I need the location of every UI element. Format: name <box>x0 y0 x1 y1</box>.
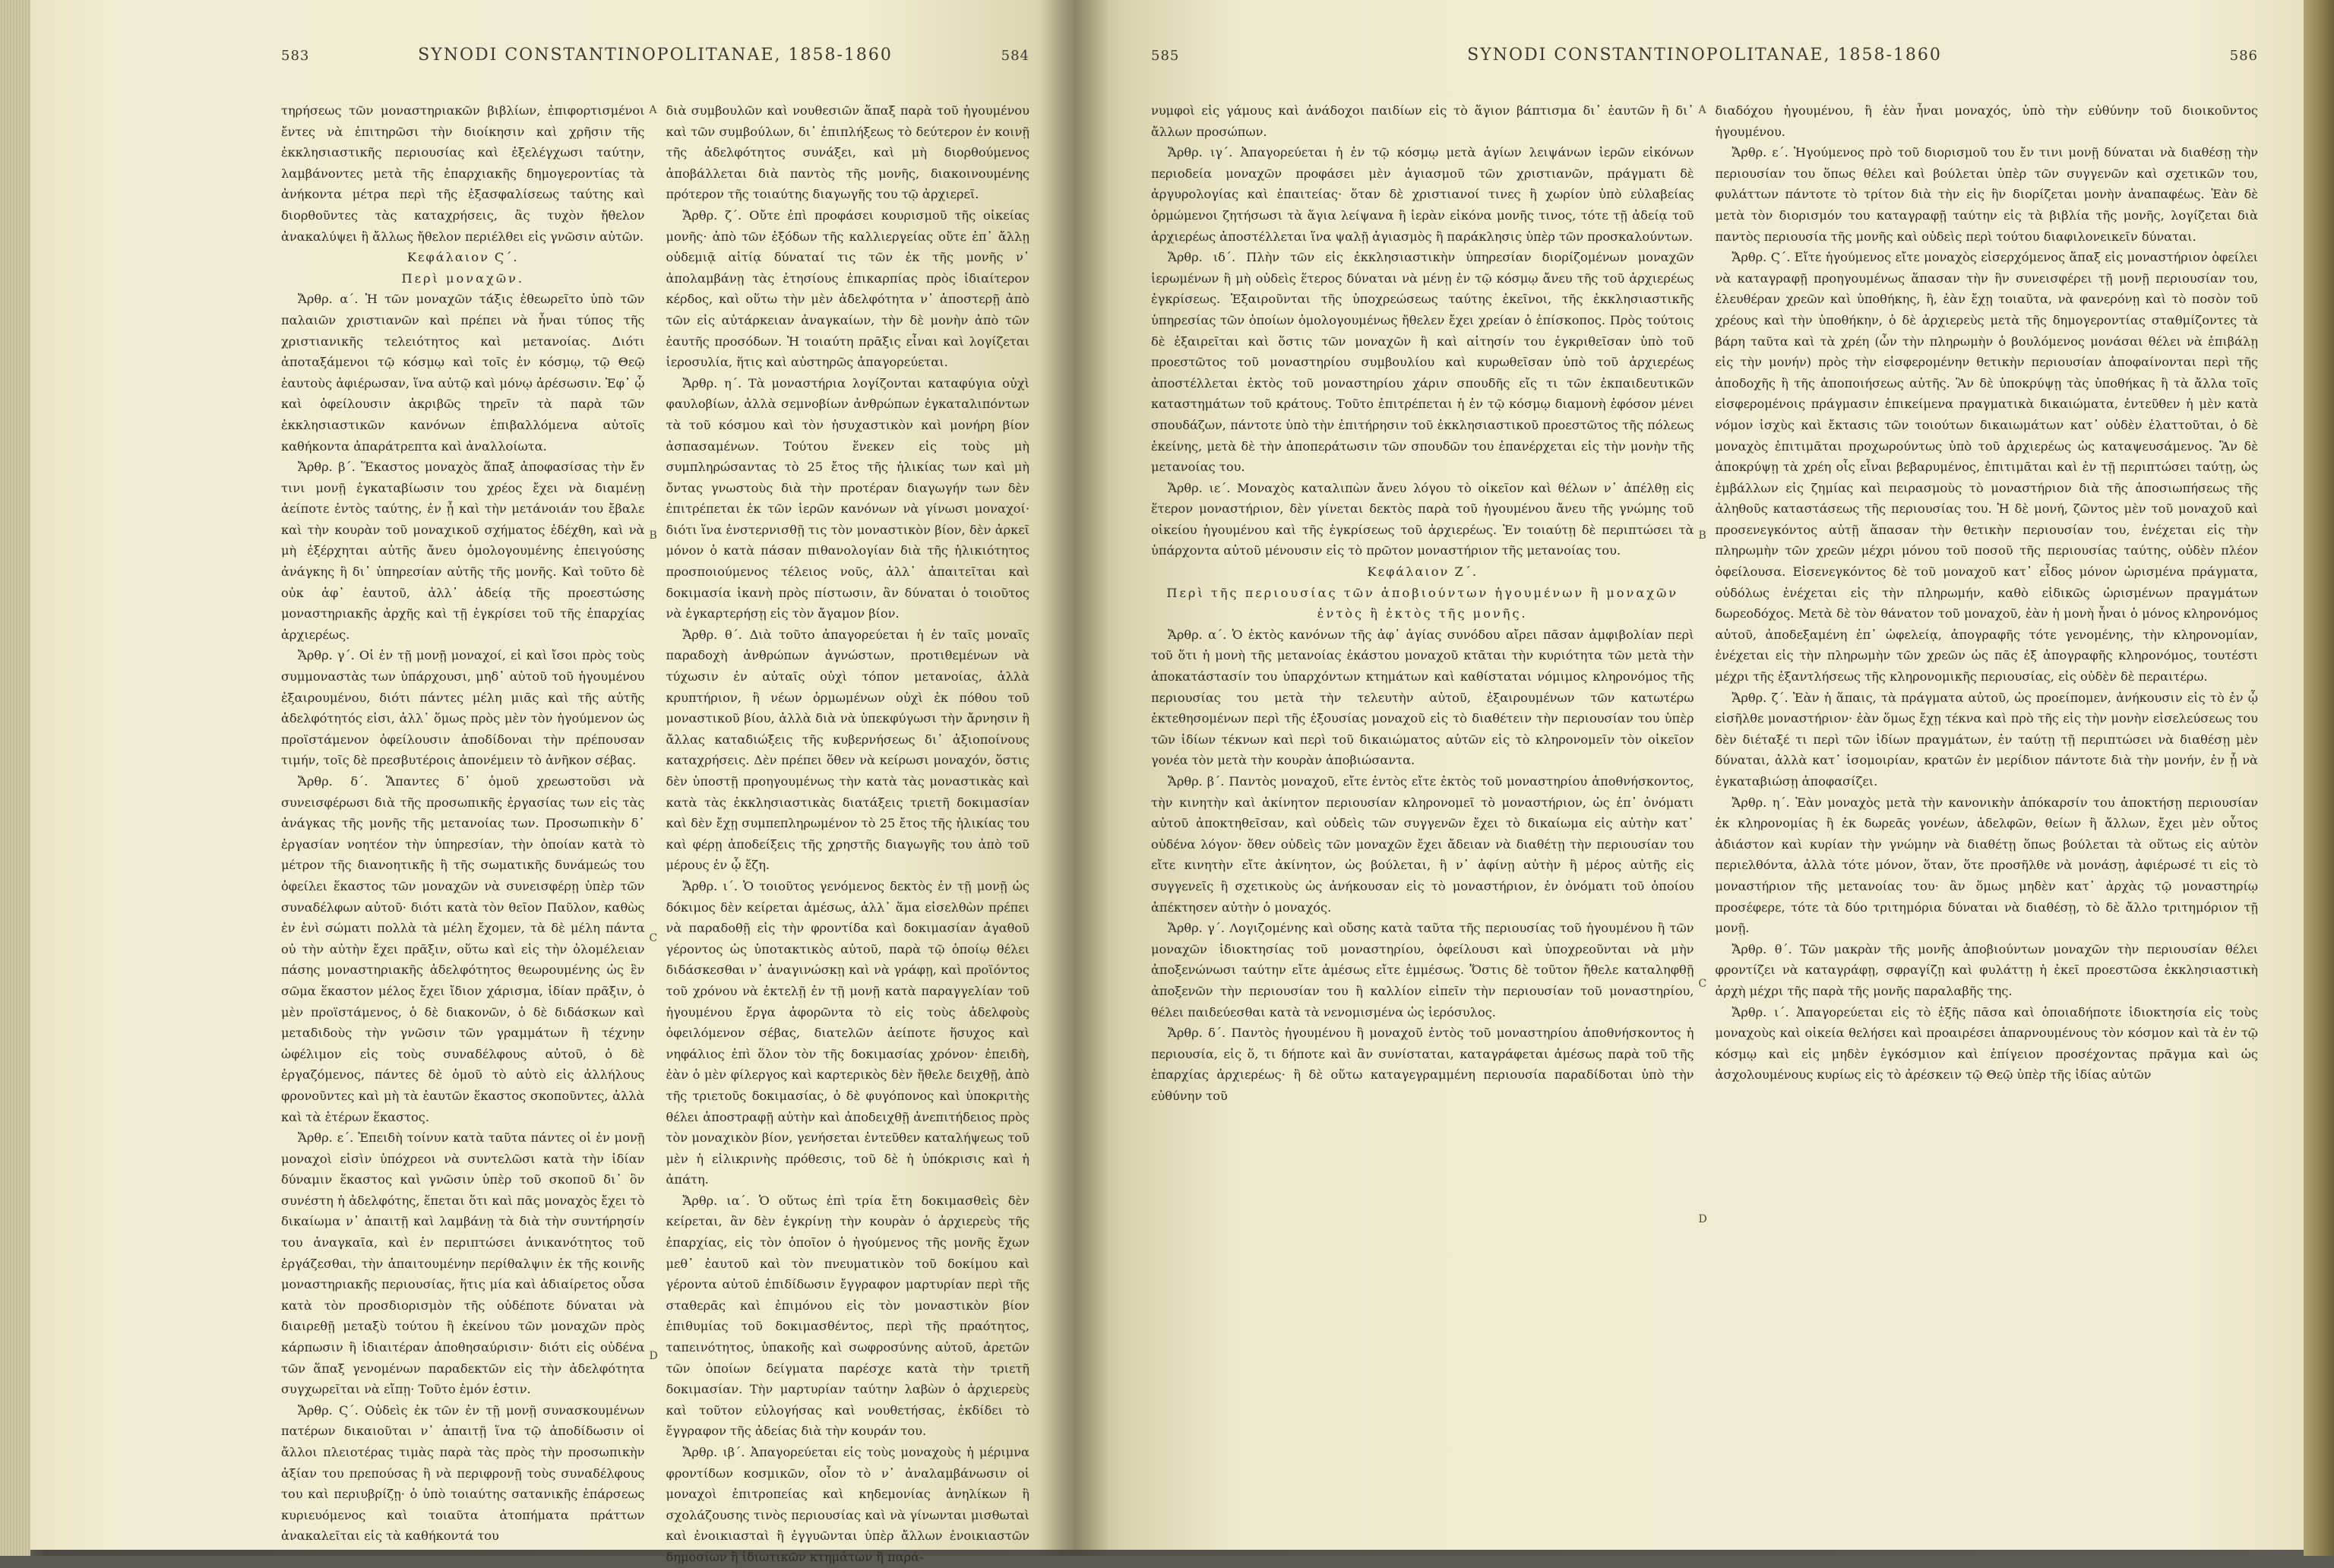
right-page-columns <box>1151 100 2258 1225</box>
right-page-number: 585 <box>1151 48 1180 64</box>
article-paragraph: Ἄρθρ. ι΄. Ἀπαγορεύεται εἰς τὸ ἑξῆς πᾶσα καὶ ὁποιαδήποτε ἰδιοκτησία εἰς τοὺς μοναχοὺς καὶ οἰκεία θελήσει καὶ προαιρέσει ἀπαρνουμένους τὸν κόσμον καὶ τὰ ἐν τῷ κόσμῳ καὶ εἰς μηδὲν ἐγκόσμιον καὶ ἐπίγειον προσέχοντας πρᾶγμα καὶ ὡς ἀσχολουμένους κυρίως εἰς τὸ ἀρέσκειν τῷ Θεῷ ὑπὲρ τῆς ἰδίας αὐτῶν <box>1715 1004 2258 1083</box>
margin-letter-b: B <box>649 530 657 542</box>
article-paragraph: Ἄρθρ. ι΄. Ὁ τοιοῦτος γενόμενος δεκτὸς ἐν τῇ μονῇ ὡς δόκιμος δὲν κείρεται ἀμέσως, ἀλλ᾽ ἅμα εἰσελθὼν πρέπει νὰ παραδοθῇ εἰς τὴν φροντίδα καὶ δοκιμασίαν ἀγαθοῦ γέροντος ὡς ὑποτακτικὸς αὐτοῦ, παρὰ τῷ ὁποίῳ θέλει διδάσκεσθαι ν᾽ ἀναγινώσκῃ καὶ νὰ γράφῃ, καὶ προϊόντος τοῦ χρόνου νὰ ἐκτελῇ ἐν τῇ μονῇ κατὰ παραγγελίαν τοῦ ἡγουμένου ἔργα ἀφορῶντα τὸ εἰς τοὺς ἀδελφοὺς ὀφειλόμενον σέβας, διατελῶν ἀείποτε ἥσυχος καὶ νηφάλιος ἐπὶ ὅλον τὸν τῆς δοκιμασίας χρόνον· ἐπειδὴ, ἐὰν ὁ μὲν φίλεργος καὶ καρτερικὸς δὲν ἤθελε δειχθῇ, ἀπὸ τῆς τριετοῦς δοκιμασίας, ὁ δὲ φυγόπονος καὶ ὑποκριτὴς θέλει ἀποστραφῇ αὐτὴν καὶ ἀποδειχθῇ ἀνεπιτήδειος πρὸς τὸν μοναχικὸν βίον, γενήσεται ἐντεῦθεν καταλήψεως τοῦ μὲν ἡ εἰλικρινὴς πρόθεσις, τοῦ δὲ ἡ ὑπόκρισις καὶ ἡ ἀπάτη. <box>666 878 1029 1187</box>
chapter-subheading: Περὶ τῆς περιουσίας τῶν ἀποβιούντων ἡγουμένων ἢ μοναχῶν ἐντὸς ἢ ἐκτὸς τῆς μονῆς. <box>1166 585 1679 621</box>
margin-letter-d: D <box>1698 1213 1707 1225</box>
article-paragraph: Ἄρθρ. ιβ΄. Ἀπαγορεύεται εἰς τοὺς μοναχοὺς ἡ μέριμνα φροντίδων κοσμικῶν, οἷον τὸ ν᾽ ἀναλαμβάνωσιν οἱ μοναχοὶ ἐπιτροπείας καὶ κηδεμονίας ἀνηλίκων ἢ σχολάζουσης τινὸς περιουσίας καὶ νὰ γίνωνται μισθωταὶ καὶ ἐνοικιασταὶ ἢ ἐγγυῶνται ὑπὲρ ἄλλων ἐνοικιαστῶν δημοσίων ἢ ἰδιωτικῶν κτημάτων ἢ παρά- <box>666 1445 1029 1564</box>
left-page-header <box>281 46 1029 79</box>
article-paragraph: Ἄρθρ. ιδ΄. Πλὴν τῶν εἰς ἐκκλησιαστικὴν ὑπηρεσίαν διορίζομένων μοναχῶν ἱερωμένων ἢ μὴ οὐδεὶς ἕτερος δύναται νὰ μένῃ ἐν τῷ κόσμῳ ἄνευ τῆς τοῦ ἀρχιερέως ἐγκρίσεως. Ἐξαιροῦνται τῆς ὑποχρεώσεως ταύτης ἐκεῖνοι, τῆς ἐκκλησιαστικῆς ὑπηρεσίας τῶν ὁποίων ὁμολογουμένως ἤθελεν ἔχει χρείαν ὁ ἐπίσκοπος. Πρὸς τούτοις δὲ ἐξαιρεῖται καὶ ὅστις τῶν μοναχῶν ἢ καὶ αἰτησίν του ἐγκριθεῖσαν ὑπὸ τοῦ προεστῶτος τοῦ μοναστηρίου συμβουλίου καὶ κυρωθεῖσαν ὑπὸ τοῦ ἀρχιερέως ἀποστέλλεται ἐκτὸς τοῦ μοναστηρίου χάριν σπουδῆς εἴς τι τῶν ἐκπαιδευτικῶν καταστημάτων τοῦ κράτους. Τοῦτο ἐπιτρέπεται ἡ ἐν τῷ κόσμῳ διαμονὴ ἐφόσον μένει σπουδάζων, πάντοτε ὑπὸ τὴν ἐπιτήρησιν τοῦ ἐκκλησιαστικοῦ προεστῶτος τῆς πόλεως ἐκείνης, μετὰ δὲ τὴν ἀποπεράτωσιν τῶν σπουδῶν του ἐπανέρχεται εἰς τὴν μονὴν τῆς μετανοίας του. <box>1151 250 1694 475</box>
article-paragraph: Ἄρθρ. β΄. Ἕκαστος μοναχὸς ἅπαξ ἀποφασίσας τὴν ἔν τινι μονῇ ἐγκαταβίωσιν του χρέος ἔχει νὰ διαμένῃ ἀείποτε ἐντὸς ταύτης, ἐν ᾗ καὶ τὴν μετάνοιάν του ἔβαλε καὶ τὴν κουρὰν τοῦ μοναχικοῦ σχήματος ἐδέχθη, καὶ νὰ μὴ ἐξέρχηται αὐτῆς ἄνευ ὁμολογουμένης ἐπειγούσης ἀνάγκης ἢ δι᾽ ὑπηρεσίαν αὐτῆς τῆς μονῆς. Καὶ τοῦτο δὲ οὐκ ἀφ᾽ ἑαυτοῦ, ἀλλ᾽ ἀδείᾳ τῆς προεστώσης μοναστηριακῆς ἀρχῆς καὶ τῇ ἐγκρίσει τοῦ τῆς ἐπαρχίας ἀρχιερέως. <box>281 460 645 642</box>
paragraph: διαδόχου ἡγουμένου, ἢ ἐὰν ἦναι μοναχός, ὑπὸ τὴν εὐθύνην τοῦ διοικοῦντος ἡγουμένου. <box>1715 103 2258 139</box>
chapter-heading: Κεφάλαιον Ζ΄. <box>1367 564 1478 580</box>
margin-letter-c: C <box>649 932 658 944</box>
article-paragraph: Ἄρθρ. β΄. Παντὸς μοναχοῦ, εἴτε ἐντὸς εἴτε ἐκτὸς τοῦ μοναστηρίου ἀποθνήσκοντος, τὴν κινητὴν καὶ ἀκίνητον περιουσίαν κληρονομεῖ τὸ μοναστήριον, ὡς ἐπ᾽ ὀνόματι αὐτοῦ ἀποκτηθεῖσαν, καὶ οὐδεὶς τῶν συγγενῶν ἔχει τὸ δικαίωμα εἰς αὐτὴν κατ᾽ οὐδένα λόγον· ὅθεν οὐδεὶς τῶν μοναχῶν ἔχει ἄδειαν νὰ διαθέτῃ τὴν περιουσίαν του εἴτε κινητὴν εἴτε ἀκίνητον, ὡς βούλεται, ἢ ν᾽ ἀφίνῃ αὐτὴν ἢ μέρος αὐτῆς εἰς συγγενεῖς ἢ σχετικοὺς ὡς ἀνήκουσαν εἰς τὸ μοναστήριον, ἐν ὀνόματι τοῦ ὁποίου ἀπέκτησεν αὐτὴν ὁ μοναχός. <box>1151 774 1694 915</box>
book-cover-edge <box>2304 0 2334 1556</box>
right-running-title: SYNODI CONSTANTINOPOLITANAE, 1858-1860 <box>1467 46 1942 65</box>
article-paragraph: Ἄρθρ. γ΄. Οἱ ἐν τῇ μονῇ μοναχοί, εἰ καὶ ἴσοι πρὸς τοὺς συμμοναστὰς των ὑπάρχουσι, μηδ᾽ αὐτοῦ τοῦ ἡγουμένου ἐξαιρουμένου, διότι πάντες μέλη μιᾶς καὶ τῆς αὐτῆς ἀδελφότητός εἰσι, ἀλλ᾽ ὅμως πρὸς μὲν τὸν ἡγούμενον ὡς προϊστάμενον ὀφείλουσιν ἀποδίδοναι τὴν πρέπουσαν τιμήν, τοῖς δὲ πρεσβυτέροις ἀπονέμειν τὸ ἀνῆκον σέβας. <box>281 648 645 768</box>
margin-letter-c: C <box>1698 978 1707 990</box>
paragraph: διὰ συμβουλῶν καὶ νουθεσιῶν ἅπαξ παρὰ τοῦ ἡγουμένου καὶ τῶν συμβούλων, δι᾽ ἐπιπλήξεως τὸ δεύτερον ἐν κοινῇ τῆς ἀδελφότητος συνάξει, καὶ μὴ διορθούμενος ἀποβάλλεται διὰ παντὸς τῆς μονῆς, διακοινουμένης πρότερον τῆς τοιαύτης διαγωγῆς του τῷ ἀρχιερεῖ. <box>666 103 1029 202</box>
article-paragraph: Ἄρθρ. Ϛ΄. Οὐδεὶς ἐκ τῶν ἐν τῇ μονῇ συνασκουμένων πατέρων δικαιοῦται ν᾽ ἀπαιτῇ ἵνα τῷ ἀποδίδωσιν οἱ ἄλλοι πλειοτέρας τιμὰς παρὰ τὰς πρὸς τὴν προσωπικὴν ἀξίαν του πρεπούσας ἢ νὰ περιφρονῇ τοὺς συναδέλφους του καὶ περιυβρίζῃ· ὁ ὑπὸ τοιαύτης σατανικῆς ἐπάρσεως κυριευόμενος καὶ τοιαῦτα ἀτοπήματα πράττων ἀνακαλεῖται εἰς τὰ καθήκοντά του <box>281 1402 645 1544</box>
margin-letter-d: D <box>649 1350 658 1362</box>
article-paragraph: Ἄρθρ. ιγ΄. Ἀπαγορεύεται ἡ ἐν τῷ κόσμῳ μετὰ ἁγίων λειψάνων ἱερῶν εἰκόνων περιοδεία μοναχῶν προφάσει μὲν ἁγιασμοῦ τῶν χριστιανῶν, πράγματι δὲ ἀργυρολογίας καὶ ἐπαιτείας· ὅταν δὲ χριστιανοί τινες ἢ χωρίον ὑπὸ εὐλαβείας ὁρμώμενοι ζητήσωσι τὰ ἅγια λείψανα ἢ ἱερὰν εἰκόνα μονῆς τινος, τότε τῇ ἀδείᾳ τοῦ ἀρχιερέως ἀποστέλλεται ἵνα ψαλῇ ἁγιασμὸς ἢ παράκλησις ὑπὲρ τῶν προσκαλούντων. <box>1151 145 1694 244</box>
left-column-b <box>649 100 1030 1568</box>
article-paragraph: Ἄρθρ. α΄. Ὁ ἐκτὸς κανόνων τῆς ἀφ᾽ ἁγίας συνόδου αἴρει πᾶσαν ἀμφιβολίαν περὶ τοῦ ὅτι ἡ μονὴ τῆς μετανοίας ἑκάστου μοναχοῦ κτᾶται τὴν κυριότητα τῶν μετὰ τὴν ἀποκατάστασίν του ὑπαρχόντων κτημάτων καὶ καθίσταται νόμιμος κληρονόμος τῆς περιουσίας του μετὰ τὴν τελευτὴν αὐτοῦ, ἐξαιρουμένων τῶν κατωτέρω ἐκτεθησομένων περὶ τῆς ἐξουσίας μοναχοῦ εἰς τὸ διαθέτειν τὴν περιουσίαν του ὑπὲρ τῶν ἰδίων τέκνων καὶ περὶ τοῦ δικαιώματος αὐτῶν εἰς τὸ κληρονομεῖν τὸν οἰκεῖον γονέα τὸν μετὰ τὴν κουρὰν ἀποβιώσαντα. <box>1151 627 1694 768</box>
margin-letter-a: A <box>1698 104 1706 116</box>
article-paragraph: Ἄρθρ. δ΄. Ἅπαντες δ᾽ ὁμοῦ χρεωστοῦσι νὰ συνεισφέρωσι διὰ τῆς προσωπικῆς ἐργασίας των εἰς τὰς ἀνάγκας τῆς μονῆς τῆς μετανοίας των. Προσωπικὴν δ᾽ ἐργασίαν νοητέον τὴν ὑπηρεσίαν, τὴν ὁποίαν κατὰ τὸ μέτρον τῆς διανοητικῆς ἢ τῆς σωματικῆς δυνάμεώς του ὀφείλει ἕκαστος τῶν μοναχῶν νὰ συνεισφέρῃ ὑπὲρ τῶν συναδέλφων αὐτοῦ· διότι κατὰ τὸν θεῖον Παῦλον, καθὼς ἐν ἑνὶ σώματι πολλὰ τὰ μέλη ἔχομεν, τὰ δὲ μέλη πάντα οὐ τὴν αὐτὴν ἔχει πρᾶξιν, οὕτω καὶ εἰς τὴν ὁλομέλειαν πάσης μοναστηριακῆς ἀδελφότητος θεωρουμένης ὡς ἓν σῶμα ἕκαστον μέλος ἔχει ἴδιον χάρισμα, ἰδίαν πρᾶξιν, ὁ μὲν προϊστάμενος, ὁ δὲ διακονῶν, ὁ δὲ διδάσκων καὶ μεταδιδοὺς τὴν γνῶσιν τῶν γραμμάτων ἢ τέχνην ὠφέλιμον εἰς τοὺς συναδέλφους αὐτοῦ, ὁ δὲ ἐργαζόμενος, πάντες δὲ ὁμοῦ τὸ αὐτὸ εἰς ἀλλήλους φρονοῦντες καὶ μὴ τὰ ἑαυτῶν ἕκαστος σκοποῦντες, ἀλλὰ καὶ τὰ ἑτέρων ἕκαστος. <box>281 774 645 1124</box>
left-page-number: 583 <box>281 48 310 64</box>
right-page-header <box>1151 46 2258 79</box>
article-paragraph: Ἄρθρ. ζ΄. Ἐὰν ἡ ἅπαις, τὰ πράγματα αὐτοῦ, ὡς προείπομεν, ἀνήκουσιν εἰς τὸ ἐν ᾧ εἰσῆλθε μοναστήριον· ἐὰν ὅμως ἔχῃ τέκνα καὶ πρὸ τῆς εἰς τὴν μονὴν εἰσελεύσεως του δὲν διέταξέ τι περὶ τῶν ἰδίων πραγμάτων, ἐν ταύτῃ τῇ περιπτώσει νὰ διαθέσῃ μὲν δύναται, ἀλλὰ κατ᾽ ἰσομοιρίαν, κρατῶν ἐν μερίδιον πάντοτε διὰ τὴν μονήν, ἐν ᾗ νὰ ἐγκαταβιώσῃ ἀποφασίζει. <box>1715 690 2258 789</box>
left-running-title: SYNODI CONSTANTINOPOLITANAE, 1858-1860 <box>418 46 893 65</box>
article-paragraph: Ἄρθρ. η΄. Τὰ μοναστήρια λογίζονται καταφύγια οὐχὶ φαυλοβίων, ἀλλὰ σεμνοβίων ἀνθρώπων ἐγκαταλιπόντων τὰ τοῦ κόσμου καὶ τὸν ἡσυχαστικὸν καὶ μονήρη βίον ἀσπασαμένων. Τούτου ἕνεκεν εἰς τοὺς μὴ συμπληρώσαντας τὸ 25 ἔτος τῆς ἡλικίας των καὶ μὴ ὄντας γνωστοὺς διὰ τὴν προτέραν διαγωγήν των δὲν ἐπιτρέπεται ἐκ τῶν ἱερῶν κανόνων νὰ γίνωσι μοναχοί· διότι ἵνα ἐνστερνισθῇ τις τὸν μοναστικὸν βίον, δὲν ἀρκεῖ μόνον ὁ κατὰ πάσαν πιθανολογίαν διὰ τῆς ἡλικιότητος προσποιούμενος τέλειος νοῦς, ἀλλ᾽ ἀπαιτεῖται καὶ δοκιμασία ἱκανὴ πρὸς πίστωσιν, ἂν δύναται ὁ τοιοῦτος νὰ ἐγκαρτερήσῃ εἰς τὸν ἄγαμον βίον. <box>666 375 1029 621</box>
left-page-columns <box>281 100 1029 1568</box>
left-page-stack-edge <box>0 0 30 1556</box>
margin-letter-a: A <box>649 104 657 116</box>
article-paragraph: Ἄρθρ. ια΄. Ὁ οὕτως ἐπὶ τρία ἔτη δοκιμασθεὶς δὲν κείρεται, ἂν δὲν ἐγκρίνῃ τὴν κουρὰν ὁ ἀρχιερεὺς τῆς ἐπαρχίας, εἰς τὸν ὁποῖον ὁ ἡγούμενος τῆς μονῆς ἔχων μεθ᾽ ἑαυτοῦ καὶ τὸν πνευματικὸν τοῦ δοκίμου καὶ γέροντα αὐτοῦ ἐπιδίδωσιν ἔγγραφον μαρτυρίαν περὶ τῆς σταθερᾶς καὶ ἐπιμόνου εἰς τὸν μοναστικὸν βίον ἐπιθυμίας τοῦ δοκιμασθέντος, περὶ τῆς πραότητος, ταπεινότητος, ὑπακοῆς καὶ σωφροσύνης αὐτοῦ, ἀρετῶν τῶν ὁποίων δείγματα παρέσχε κατὰ τὴν τριετῆ δοκιμασίαν. Τὴν μαρτυρίαν ταύτην λαβὼν ὁ ἀρχιερεὺς καὶ τοῦτον εὐλογήσας καὶ νουθετήσας, ἐκδίδει τὸ ἔγγραφον τῆς ἀδείας διὰ τὴν κουράν του. <box>666 1193 1029 1439</box>
chapter-subheading: Περὶ μοναχῶν. <box>401 270 525 286</box>
article-paragraph: Ἄρθρ. δ΄. Παντὸς ἡγουμένου ἢ μοναχοῦ ἐντὸς τοῦ μοναστηρίου ἀποθνήσκοντος ἡ περιουσία, εἰς ὅ, τι δήποτε καὶ ἂν συνίσταται, καταγράφεται ἀμέσως παρὰ τοῦ τῆς ἐπαρχίας ἀρχιερέως· ἢ δὲ οὕτω καταγεγραμμένη περιουσία παραδίδοται ὑπὸ τὴν εὐθύνην τοῦ <box>1151 1026 1694 1103</box>
right-column-a <box>1151 100 1694 1107</box>
article-paragraph: Ἄρθρ. θ΄. Τῶν μακρὰν τῆς μονῆς ἀποβιούντων μοναχῶν τὴν περιουσίαν θέλει φροντίζει νὰ καταγράφῃ, σφραγίζῃ καὶ φυλάττῃ ἡ ἐκεῖ προεστῶσα ἐκκλησιαστικὴ ἀρχὴ μέχρι τῆς παρὰ τῆς μονῆς παραλαβῆς της. <box>1715 941 2258 998</box>
chapter-heading: Κεφάλαιον Ϛ΄. <box>406 250 519 265</box>
right-page-number-right: 586 <box>2229 48 2258 64</box>
article-paragraph: Ἄρθρ. ε΄. Ἡγούμενος πρὸ τοῦ διορισμοῦ του ἔν τινι μονῇ δύναται νὰ διαθέσῃ τὴν περιουσίαν του ὅπως θέλει καὶ βούλεται ὑπὲρ τῶν συγγενῶν καὶ σχετικῶν του, φυλάττων πάντοτε τὸ τρίτον διὰ τὴν εἰς ἣν διορίζεται μονὴν ἀναπαφέως. Ἐὰν δὲ μετὰ τὸν διορισμόν του καταγραφῇ ταύτην εἰς τὰ βιβλία τῆς μονῆς, λογίζεται διὰ παντὸς περιουσία τῆς μονῆς καὶ οὐδεὶς περὶ τούτου διαφιλονεικεῖν δύναται. <box>1715 145 2258 244</box>
margin-letter-b: B <box>1698 530 1706 542</box>
left-column-a <box>281 100 645 1568</box>
article-paragraph: Ἄρθρ. γ΄. Λογιζομένης καὶ οὔσης κατὰ ταῦτα τῆς περιουσίας τοῦ ἡγουμένου ἢ τῶν μοναχῶν ἰδιοκτησίας τοῦ μοναστηρίου, ὀφείλουσι καὶ ὑποχρεοῦνται νὰ μὴν ἀποξενώνωσι ταύτην εἴτε ἀμέσως εἴτε ἐμμέσως. Ὅστις δὲ τοῦτον ἤθελε καταληφθῇ ἀποξενῶν τὴν περιουσίαν του ἢ καλλίον εἰπεῖν τὴν περιουσίαν τοῦ μοναστηρίου, θέλει παιδεύεσθαι κατὰ τὰ νενομισμένα ὡς ἱερόσυλος. <box>1151 921 1694 1020</box>
article-paragraph: Ἄρθρ. θ΄. Διὰ τοῦτο ἀπαγορεύεται ἡ ἐν ταῖς μοναῖς παραδοχὴ ἀνθρώπων ἀγνώστων, προτιθεμένων νὰ τύχωσιν ἐν αὐταῖς οὐχὶ τόπον μετανοίας, ἀλλὰ κρυπτήριον, ἢ νέων ὁρμωμένων οὐχὶ ἐκ πόθου τοῦ μοναστικοῦ βίου, ἀλλὰ διὰ νὰ ὑπεκφύγωσι τὴν ἄρνησιν ἢ ἄλλας καταδιώξεις τῆς κυβερνήσεως δι᾽ ἀξιοποίνους καταχρήσεις. Δὲν πρέπει ὅθεν νὰ κείρωσι μοναχόν, ὅστις δὲν ὑποστῇ προηγουμένως τὴν κατὰ τὰς μοναστικὰς καὶ κατὰ τὰς ἐκκλησιαστικὰς διατάξεις τριετῆ δοκιμασίαν καὶ δὲν ἔχῃ συμπεπληρωμένον τὸ 25 ἔτος τῆς ἡλικίας του καὶ φέρῃ ἀποδείξεις τῆς χρηστῆς διαγωγῆς του ἀπὸ τοῦ μέρους ἐν ᾧ ἔζη. <box>666 627 1029 873</box>
paragraph: τηρήσεως τῶν μοναστηριακῶν βιβλίων, ἐπιφορτισμένοι ἔντες νὰ ἐπιτηρῶσι τὴν διοίκησιν καὶ χρῆσιν τῆς ἐκκλησιαστικῆς περιουσίας καὶ ἐξελέγχωσι ταύτην, λαμβάνοντες μετὰ τῆς ἐπαρχιακῆς δημογεροντίας τὰ ἀνήκοντα μέτρα περὶ τῆς ἐξασφαλίσεως ταύτης καὶ διορθοῦντες τὰς καταχρήσεις, ἂς τυχὸν ἤθελον ἀνακαλύψει ἢ ἄλλως ἤθελον περιέλθει εἰς γνῶσιν αὐτῶν. <box>281 103 645 244</box>
left-page-number-right: 584 <box>1001 48 1029 64</box>
right-column-b <box>1698 100 2259 1225</box>
right-page <box>1075 0 2304 1550</box>
article-paragraph: Ἄρθρ. η΄. Ἐὰν μοναχὸς μετὰ τὴν κανονικὴν ἀπόκαρσίν του ἀποκτήσῃ περιουσίαν ἐκ κληρονομίας ἢ ἐκ δωρεᾶς γονέων, ἀδελφῶν, θείων ἢ ἄλλων, ἔχει μὲν οὗτος ἀδιάστον καὶ κυρίαν τὴν γνώμην νὰ διαθέτῃ ὅπως βούλεται τὰ οὕτως εἰς αὐτὸν περιελθόντα, ἀλλὰ τότε μόνον, ὅταν, ὅτε προσῆλθε νὰ μονάσῃ, ἀφιέρωσέ τι εἰς τὸ μοναστήριον τῆς μετανοίας του· ἂν ὅμως μηδὲν κατ᾽ ἀρχὰς τῷ μοναστηρίῳ προσέφερε, τότε τὰ δύο τριτημόρια δύναται νὰ διαθέσῃ, τὸ δὲ ἄλλο τριτημόριον τῇ μονῇ. <box>1715 795 2258 936</box>
article-paragraph: Ἄρθρ. ζ΄. Οὔτε ἐπὶ προφάσει κουρισμοῦ τῆς οἰκείας μονῆς· ἀπὸ τῶν ἐξόδων τῆς καλλιεργείας οὔτε ἐπ᾽ ἄλλῃ οὐδεμιᾷ αἰτίᾳ δύναταί τις τῶν ἐκ τῆς μονῆς ν᾽ ἀπολαμβάνῃ τὰς ἐτησίους ἐπικαρπίας πρὸς ἰδιαίτερον κέρδος, καὶ οὕτω τὴν μὲν ἀδελφότητα ν᾽ ἀποστερῇ ἀπὸ τῶν εἰς αὐτάρκειαν ἀναγκαίων, τὴν δὲ μονὴν ἀπὸ τῶν ἑαυτῆς προσόδων. Ἡ τοιαύτη πρᾶξις εἶναι καὶ λογίζεται ἱεροσυλία, ἥτις καὶ αὐστηρῶς ἀπαγορεύεται. <box>666 207 1029 370</box>
article-paragraph: Ἄρθρ. α΄. Ἡ τῶν μοναχῶν τάξις ἐθεωρεῖτο ὑπὸ τῶν παλαιῶν χριστιανῶν καὶ πρέπει νὰ ἦναι τύπος τῆς χριστιανικῆς τελειότητος καὶ μετανοίας. Διότι ἀποταξάμενοι τῷ κόσμῳ καὶ τοῖς ἐν κόσμῳ, τῷ Θεῷ ἑαυτοὺς ἀφιέρωσαν, ἵνα αὐτῷ καὶ μόνῳ ἀρέσωσιν. Ἐφ᾽ ᾧ καὶ ὀφείλουσιν ἀκριβῶς τηρεῖν τὰ παρὰ τῶν ἐκκλησιαστικῶν κανόνων ἐπιβαλλόμενα αὐτοῖς καθήκοντα ἀπαράτρεπτα καὶ ἀναλλοίωτα. <box>281 292 645 454</box>
article-paragraph: Ἄρθρ. Ϛ΄. Εἴτε ἡγούμενος εἴτε μοναχὸς εἰσερχόμενος ἅπαξ εἰς μοναστήριον ὀφείλει νὰ καταγραφῇ προηγουμένως ἅπασαν τὴν ἣν συνεισφέρει τῇ μονῇ περιουσίαν του, ἐλευθέραν χρεῶν καὶ ὑποθήκης, ἢ, ἐὰν ἔχῃ τοιαῦτα, νὰ φανερόνῃ καὶ τὸ ποσὸν τοῦ χρέους καὶ τὴν ὑποθήκην, ὁ δὲ ἀρχιερεὺς μετὰ τῆς δημογεροντίας σταθμίζοντες τὰ βάρη ταῦτα καὶ τὰ χρέη (ὧν τὴν πληρωμὴν ὁ βουλόμενος μονάσαι θέλει νὰ ἐπιβάλῃ εἰς τὴν μονήν) πρὸς τὴν εἰσφερομένην θετικὴν περιουσίαν ἀποφαίνονται περὶ τῆς ἀποδοχῆς ἢ τῆς ἀποποιήσεως αὐτῆς. Ἂν δὲ ὑποκρύψῃ τὰς ὑποθήκας ἢ τὰ ἄλλα τοῖς εἰσφερομένοις πράγμασιν ἐπικείμενα πραγματικὰ δικαιώματα, ἐντεῦθεν ἡ μὲν κατὰ νόμον ἰσχὺς καὶ ἔκτασις τῶν τοιούτων δικαιωμάτων κατ᾽ οὐδὲν ἐλαττοῦται, ὁ δὲ μοναχὸς ἐπιτιμᾶται προχωρούντως ὑπὸ τοῦ ἀρχιερέως ὡς καταψευσάμενος. Ἂν δὲ ἀποκρύψῃ τὰ χρέη οἷς εἶναι βεβαρυμένος, ἐπιτιμᾶται καὶ ἐν τῇ περιπτώσει ταύτῃ, ὡς ἐμβάλλων εἰς ζημίας καὶ πειρασμοὺς τὸ μοναστήριον διὰ τῆς ἀποσιωπήσεως τῆς ἀληθοῦς καταστάσεως τῆς περιουσίας του. Ἡ δὲ μονή, ζῶντος μὲν τοῦ μοναχοῦ καὶ προσενεγκόντος αὐτῇ ἅπασαν τὴν θετικὴν περιουσίαν του, ἐνέχεται εἰς τὴν πληρωμὴν τῶν χρεῶν μέχρι μόνου τοῦ ποσοῦ τῆς περιουσίας ταύτης, οὐδὲν πλέον ὀφείλουσα. Εἰσενεγκόντος δὲ τοῦ μοναχοῦ κατ᾽ εἶδος μόνον ὡρισμένα πράγματα, οὐδόλως ἐνέχεται εἰς τὴν πληρωμήν, καθὸ εἰδικῶς ὡρισμένων πραγμάτων δωρεοδόχος. Μετὰ δὲ τὸν θάνατον τοῦ μοναχοῦ, ἐὰν ἡ μονὴ ἦναι ὁ μόνος κληρονόμος αὐτοῦ, ἀποδεξαμένη ἐπ᾽ ὠφελείᾳ, ἀπογραφῆς τότε γενομένης, τὴν κληρονομίαν, ἐνέχεται εἰς τὴν πληρωμὴν τῶν χρεῶν ὡς πᾶς ἐξ ἀπογραφῆς κληρονόμος, τουτέστι μέχρι τῆς ἐξαντλήσεως τῆς κληρονομικῆς περιουσίας, εἰς οὐδὲν δὲ περαιτέρω. <box>1715 250 2258 684</box>
article-paragraph: Ἄρθρ. ε΄. Ἐπειδὴ τοίνυν κατὰ ταῦτα πάντες οἱ ἐν μονῇ μοναχοὶ εἰσὶν ὑπόχρεοι νὰ συντελῶσι κατὰ τὴν ἰδίαν δύναμιν ἕκαστος καὶ γνῶσιν ὑπὲρ τοῦ σκοποῦ δι᾽ ὃν συνέστη ἡ ἀδελφότης, ἕπεται ὅτι καὶ πᾶς μοναχὸς ἔχει τὸ δικαίωμα ν᾽ ἀπαιτῇ καὶ λαμβάνῃ τὰ διὰ τὴν συντήρησίν του ἀναγκαῖα, καὶ ἐν περιπτώσει ἀνικανότητος τοῦ ἐργάζεσθαι, τὴν ἀπαιτουμένην περίθαλψιν ἐκ τῆς κοινῆς μοναστηριακῆς περιουσίας, ἥτις μία καὶ ἀδιαίρετος οὖσα κατὰ τὸν προσδιορισμὸν τῆς οὐδέποτε δύναται νὰ διαιρεθῇ μεταξὺ τούτου ἢ ἐκείνου τῶν μοναχῶν πρὸς κάρπωσιν ἢ ἰδιαιτέραν ἀποθησαύρισιν· διότι εἰς οὐδένα τῶν ἅπαξ γενομένων παραδεκτῶν εἰς τὴν ἀδελφότητα συγχωρεῖται νὰ εἴπῃ· Τοῦτο ἐμόν ἐστιν. <box>281 1130 645 1397</box>
left-page <box>30 0 1075 1564</box>
paragraph: νυμφοὶ εἰς γάμους καὶ ἀνάδοχοι παιδίων εἰς τὸ ἅγιον βάπτισμα δι᾽ ἑαυτῶν ἢ δι᾽ ἄλλων προσώπων. <box>1151 103 1694 139</box>
article-paragraph: Ἄρθρ. ιε΄. Μοναχὸς καταλιπὼν ἄνευ λόγου τὸ οἰκεῖον καὶ θέλων ν᾽ ἀπέλθῃ εἰς ἕτερον μοναστήριον, δὲν γίνεται δεκτὸς παρὰ τοῦ ἡγουμένου ἄνευ τῆς γνώμης τοῦ οἰκείου ἡγουμένου καὶ τῆς ἐγκρίσεως τοῦ ἀρχιερέως. Ἐν τοιαύτῃ δὲ περιπτώσει τὰ ὑπάρχοντα αὐτοῦ μένουσιν εἰς τὸ πρῶτον μοναστήριον τῆς μετανοίας του. <box>1151 480 1694 558</box>
